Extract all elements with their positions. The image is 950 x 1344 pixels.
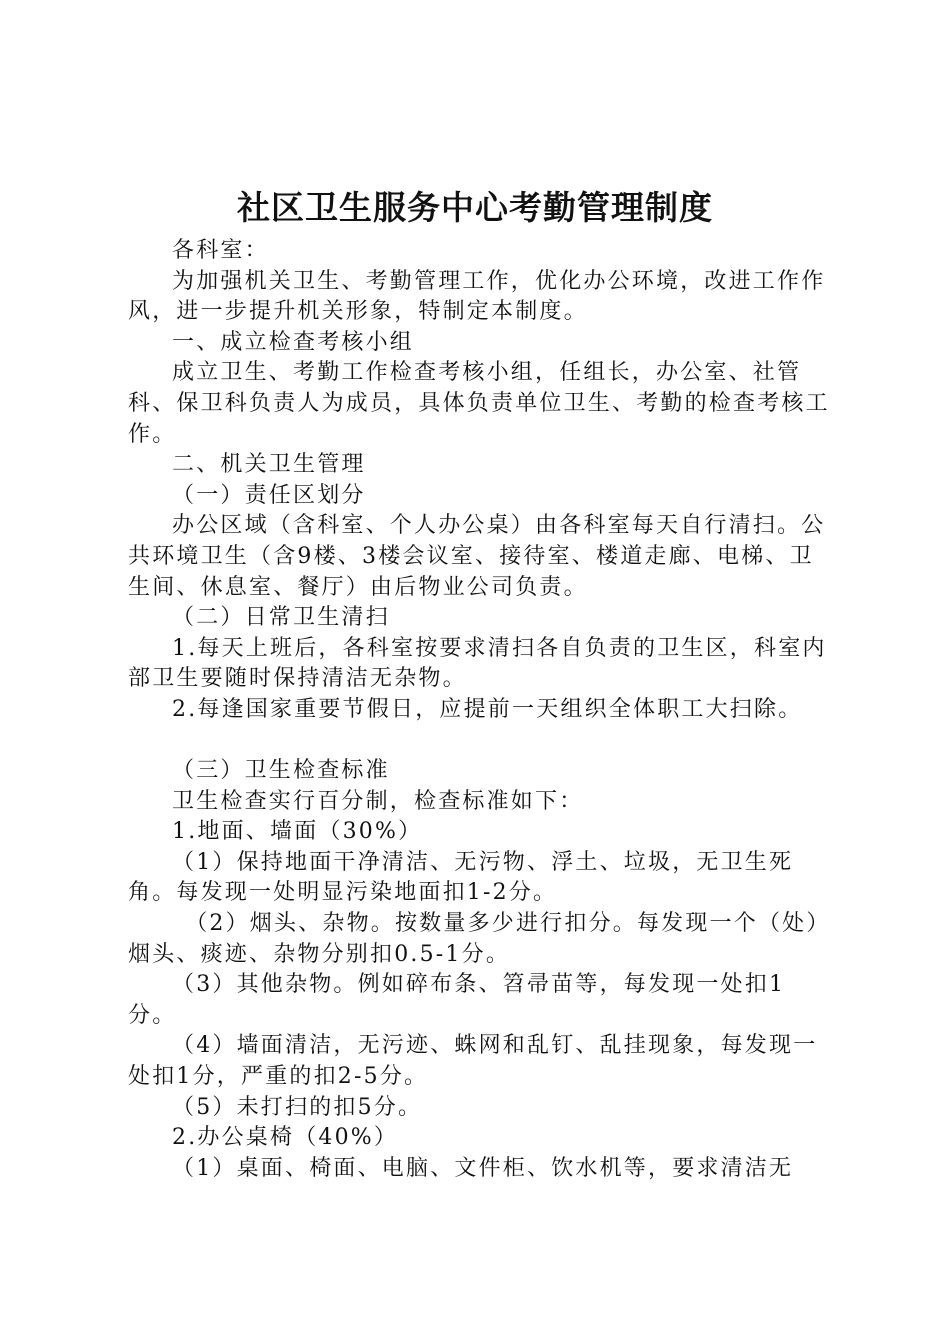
document-title: 社区卫生服务中心考勤管理制度 bbox=[237, 188, 713, 227]
paragraph-standard: 卫生检查实行百分制，检查标准如下： bbox=[172, 788, 584, 814]
paragraph-daily-1: 1.每天上班后，各科室按要求清扫各自负责的卫生区，科室内部卫生要随时保持清洁无杂物。 bbox=[128, 635, 827, 692]
salutation: 各科室： bbox=[172, 238, 269, 263]
item-floor-4: （4）墙面清洁，无污迹、蛛网和乱钉、乱挂现象，每发现一处扣1分，严重的扣2-5分。 bbox=[128, 1033, 818, 1090]
blank-line bbox=[128, 726, 833, 757]
item-floor-3: （3）其他杂物。例如碎布条、笤帚苗等，每发现一处扣1分。 bbox=[128, 972, 786, 1028]
subsection-heading-2: （二）日常卫生清扫 bbox=[172, 605, 390, 631]
paragraph-zones: 办公区域（含科室、个人办公桌）由各科室每天自行清扫。公共环境卫生（含9楼、3楼会议室、接待室、楼道走廊、电梯、卫生间、休息室、餐厅）由后物业公司负责。 bbox=[128, 513, 826, 600]
item-floor-5: （5）未打扫的扣5分。 bbox=[172, 1094, 423, 1120]
paragraph-group: 成立卫生、考勤工作检查考核小组，任组长，办公室、社管科、保卫科负责人为成员，具体负责单位卫生、考勤的检查考核工作。 bbox=[128, 360, 830, 447]
item-floor-1: （1）保持地面干净清洁、无污物、浮土、垃圾，无卫生死角。每发现一处明显污染地面扣1-2分。 bbox=[128, 849, 794, 906]
section-heading-2: 二、机关卫生管理 bbox=[172, 452, 366, 478]
paragraph-intro: 为加强机关卫生、考勤管理工作，优化办公环境，改进工作作风，进一步提升机关形象，特制定本制度。 bbox=[128, 268, 826, 325]
document-body bbox=[128, 236, 833, 1184]
section-heading-1: 一、成立检查考核小组 bbox=[172, 329, 415, 355]
item-desk-1: （1）桌面、椅面、电脑、文件柜、饮水机等，要求清洁无 bbox=[172, 1155, 794, 1181]
item-floor-2: （2）烟头、杂物。按数量多少进行扣分。每发现一个（处）烟头、痰迹、杂物分别扣0.5-1分。 bbox=[128, 911, 831, 967]
item-floor-wall: 1.地面、墙面（30%） bbox=[172, 819, 423, 845]
subsection-heading-3: （三）卫生检查标准 bbox=[172, 758, 390, 784]
item-desk-chair: 2.办公桌椅（40%） bbox=[172, 1125, 399, 1151]
paragraph-daily-2: 2.每逢国家重要节假日，应提前一天组织全体职工大扫除。 bbox=[172, 696, 803, 722]
subsection-heading-1: （一）责任区划分 bbox=[172, 482, 366, 508]
